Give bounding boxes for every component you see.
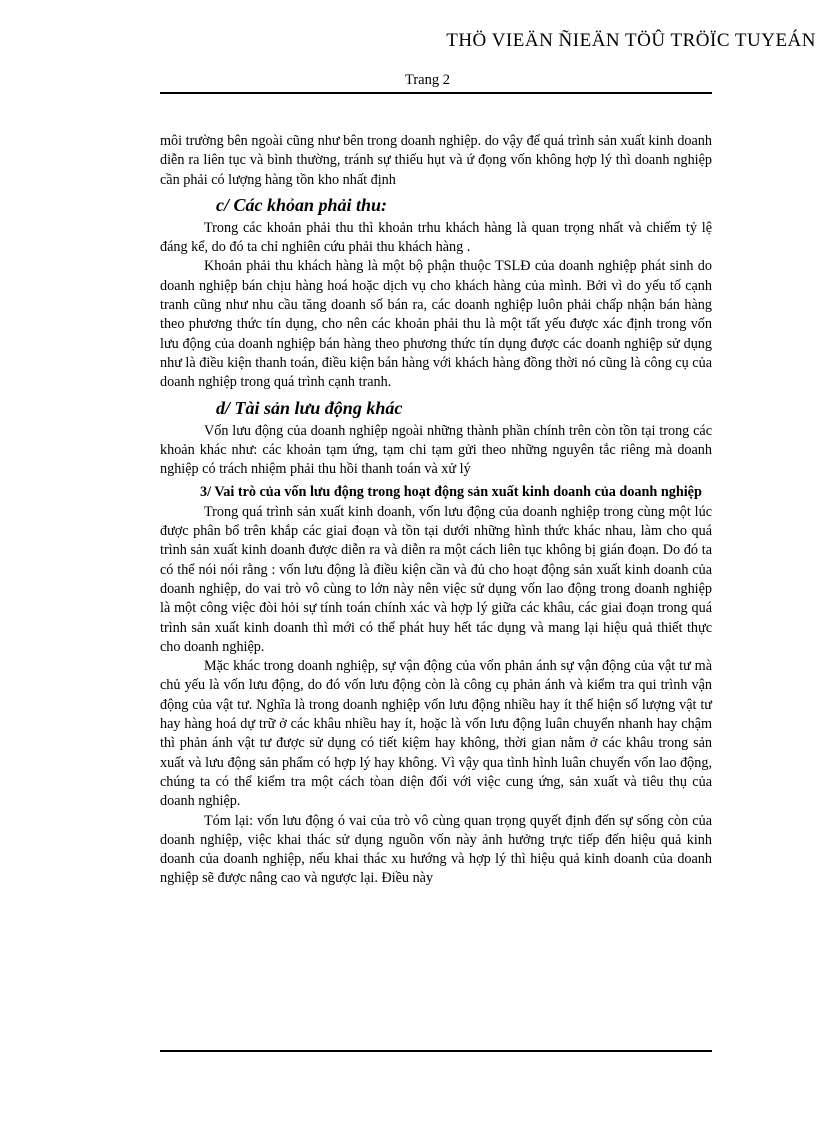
paragraph: Khoản phải thu khách hàng là một bộ phận thuộc TSLĐ của doanh nghiệp phát sinh do doanh nghiệp bán chịu hàng hoá hoặc dịch vụ cho khách hàng của mình. Bởi vì do yếu tố cạnh tranh cũng như nhu cầu tăng doanh số bán ra, các doanh nghiệp luôn phải chấp nhận bán hàng theo phương thức tín dụng, cho nên các khoản phải thu là một tất yếu được xác định trong vốn lưu động của doanh nghiệp bán hàng theo phương thức tín dụng được các doanh nghiệp sử dụng như là điều kiện thanh toán, điều kiện bán hàng với khách hàng đồng thời nó cũng là công cụ của doanh nghiệp trong quá trình cạnh tranh. bbox=[160, 258, 712, 391]
paragraph: Mặc khác trong doanh nghiệp, sự vận động của vốn phản ánh sự vận động của vật tư mà chủ yếu là vốn lưu động, do đó vốn lưu động còn là công cụ phản ánh và kiểm tra qui trình vận động của vật tư. Nghĩa là trong doanh nghiệp vốn lưu động nhiều hay ít thể hiện số lượng vật tư hay hàng hoá dự trữ ở các khâu nhiều hay ít, hoặc là vốn lưu động luân chuyển nhanh hay chậm thì phản ánh vật tư được sử dụng có tiết kiệm hay không, thời gian nằm ở các khâu trong sản xuất và lưu động sản phẩm có hợp lý hay không. Vì vậy qua tình hình luân chuyển vốn lao động, chúng ta có thể kiểm tra một cách tòan diện đối với việc cung ứng, sản xuất và tiêu thụ của doanh nghiệp. bbox=[160, 658, 712, 810]
header-rule bbox=[160, 92, 712, 94]
paragraph: Trong quá trình sản xuất kinh doanh, vốn lưu động của doanh nghiệp trong cùng một lúc được phân bổ trên khắp các giai đoạn và tồn tại dưới những hình thức khác nhau, làm cho quá trình sản xuất kinh doanh được diễn ra và diễn ra một cách liên tục không bị gián đoạn. Do đó ta có thể nói nói rằng : vốn lưu động là điều kiện cần và đủ cho hoạt động sản xuất kinh doanh của doanh nghiệp, do vai trò vô cùng to lớn này nên việc sử dụng vốn lao động trong doanh nghiệp là một công việc đòi hỏi sự tính toán chính xác và hợp lý giữa các khâu, các giai đoạn trong quá trình sản xuất kinh doanh thì mới có thể phát huy hết tác dụng và mang lại hiệu quả thiết thực cho doanh nghiệp. bbox=[160, 503, 712, 655]
document-body bbox=[160, 132, 712, 889]
page-number: Trang 2 bbox=[405, 72, 450, 88]
section-heading-3: 3/ Vai trò của vốn lưu động trong hoạt động sản xuất kinh doanh của doanh nghiệp bbox=[200, 484, 702, 501]
section-heading-d: d/ Tài sản lưu động khác bbox=[216, 397, 403, 418]
paragraph: Trong các khoản phải thu thì khoản trhu khách hàng là quan trọng nhất và chiếm tỷ lệ đáng kể, do đó ta chỉ nghiên cứu phải thu khách hàng . bbox=[160, 219, 712, 256]
paragraph: Vốn lưu động của doanh nghiệp ngoài những thành phần chính trên còn tồn tại trong các khoản khác như: các khoản tạm ứng, tạm chi tạm gửi theo những nguyên tắc riêng mà doanh nghiệp có trách nhiệm phải thu hồi thanh toán và xử lý bbox=[160, 422, 712, 478]
footer-rule bbox=[160, 1050, 712, 1052]
paragraph: môi trường bên ngoài cũng như bên trong doanh nghiệp. do vậy để quá trình sản xuất kinh doanh diễn ra liên tục và bình thường, tránh sự thiếu hụt và ứ đọng vốn không hợp lý thì doanh nghiệp cần phải có lượng hàng tồn kho nhất định bbox=[160, 133, 712, 188]
paragraph: Tóm lại: vốn lưu động ó vai của trò vô cùng quan trọng quyết định đến sự sống còn của doanh nghiệp, việc khai thác sử dụng nguồn vốn này ảnh hưởng trực tiếp đến hiệu quả kinh doanh của doanh nghiệp, nếu khai thác xu hướng và hợp lý thì hiệu quả kinh doanh của doanh nghiệp sẽ được nâng cao và ngược lại. Điều này bbox=[160, 812, 712, 887]
section-heading-c: c/ Các khỏan phải thu: bbox=[216, 194, 388, 215]
header-title: THÖ VIEÄN ÑIEÄN TÖÛ TRÖÏC TUYEÁN bbox=[446, 30, 816, 51]
